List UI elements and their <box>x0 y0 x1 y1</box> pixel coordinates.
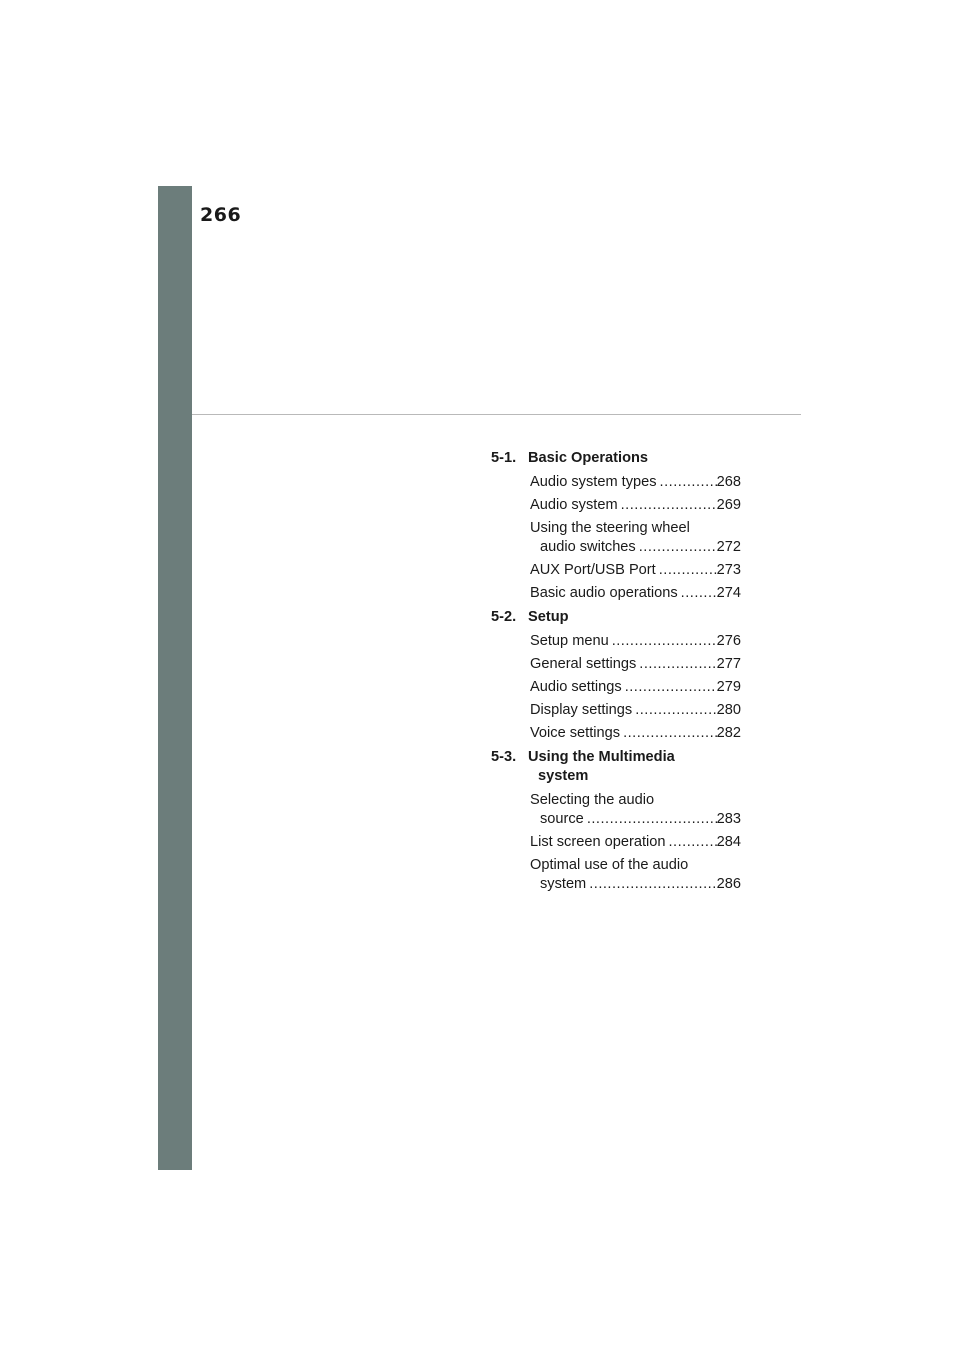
toc-entry-title: AUX Port/USB Port <box>530 562 656 578</box>
section-title-line: Using the Multimedia <box>528 749 675 765</box>
toc-entry-page: 280 <box>716 702 741 718</box>
toc-section-heading[interactable] <box>491 748 741 786</box>
toc-entry-page: 272 <box>716 539 741 555</box>
dot-leader <box>620 724 717 743</box>
dot-leader <box>622 678 717 697</box>
toc-entry-page: 269 <box>716 497 741 513</box>
section-title <box>528 748 741 786</box>
toc-entry[interactable] <box>530 678 741 697</box>
section-title <box>528 608 741 627</box>
section-number: 5-1. <box>491 450 517 466</box>
toc-entry-title: Voice settings <box>530 725 621 741</box>
toc-entry[interactable] <box>530 632 741 651</box>
toc-entry[interactable] <box>530 791 741 829</box>
dot-leader <box>678 584 717 603</box>
toc-entry[interactable] <box>530 701 741 720</box>
page-number: 266 <box>200 204 242 226</box>
toc-entry[interactable] <box>530 833 741 852</box>
toc-entry[interactable] <box>530 724 741 743</box>
toc-entry-page: 274 <box>716 585 741 601</box>
dot-leader <box>584 810 717 829</box>
section-title-line: Setup <box>528 609 569 625</box>
dot-leader <box>586 875 716 894</box>
dot-leader <box>665 833 716 852</box>
dot-leader <box>636 538 717 557</box>
toc-entry-title: Display settings <box>530 702 633 718</box>
toc-entry[interactable] <box>530 584 741 603</box>
toc-entry-title: Optimal use of the audio <box>530 857 689 873</box>
dot-leader <box>656 561 717 580</box>
toc-entry-page: 286 <box>716 876 741 892</box>
dot-leader <box>657 473 717 492</box>
toc-entry-page: 276 <box>716 633 741 649</box>
dot-leader <box>618 496 717 515</box>
toc-entry-page: 268 <box>716 474 741 490</box>
toc-entry-title: Using the steering wheel <box>530 520 690 536</box>
toc-entry[interactable] <box>530 473 741 492</box>
toc-entry[interactable] <box>530 856 741 894</box>
toc-entry-title: system <box>540 876 587 892</box>
toc-entry-page: 279 <box>716 679 741 695</box>
toc-entry[interactable] <box>530 561 741 580</box>
section-title-line: system <box>538 768 589 784</box>
toc-entry-title: Selecting the audio <box>530 792 655 808</box>
toc-entry-title: source <box>540 811 584 827</box>
toc-entry-page: 282 <box>716 725 741 741</box>
chapter-side-bar <box>158 186 192 1170</box>
toc-section <box>491 608 741 743</box>
toc-entry-page: 283 <box>716 811 741 827</box>
toc-entry-title: audio switches <box>540 539 636 555</box>
section-title-line: Basic Operations <box>528 450 649 466</box>
toc-entry-title: Audio system types <box>530 474 657 490</box>
toc-entry-title: List screen operation <box>530 834 666 850</box>
toc-section <box>491 748 741 894</box>
section-number: 5-2. <box>491 609 517 625</box>
dot-leader <box>636 655 716 674</box>
toc-entry-page: 277 <box>716 656 741 672</box>
toc-entry-title: General settings <box>530 656 637 672</box>
toc-entry-page: 284 <box>716 834 741 850</box>
toc-entry-title: Setup menu <box>530 633 609 649</box>
toc-section <box>491 449 741 603</box>
header-divider <box>192 414 801 415</box>
toc-entry-title: Audio settings <box>530 679 622 695</box>
section-number: 5-3. <box>491 749 517 765</box>
section-title <box>528 449 741 468</box>
toc-entry-title: Basic audio operations <box>530 585 678 601</box>
dot-leader <box>632 701 716 720</box>
toc-section-heading[interactable] <box>491 449 741 468</box>
toc-entry-title: Audio system <box>530 497 618 513</box>
dot-leader <box>609 632 717 651</box>
toc-entry[interactable] <box>530 496 741 515</box>
toc-entry[interactable] <box>530 519 741 557</box>
chapter-table-of-contents <box>491 449 741 899</box>
toc-entry-page: 273 <box>716 562 741 578</box>
toc-entry[interactable] <box>530 655 741 674</box>
toc-section-heading[interactable] <box>491 608 741 627</box>
